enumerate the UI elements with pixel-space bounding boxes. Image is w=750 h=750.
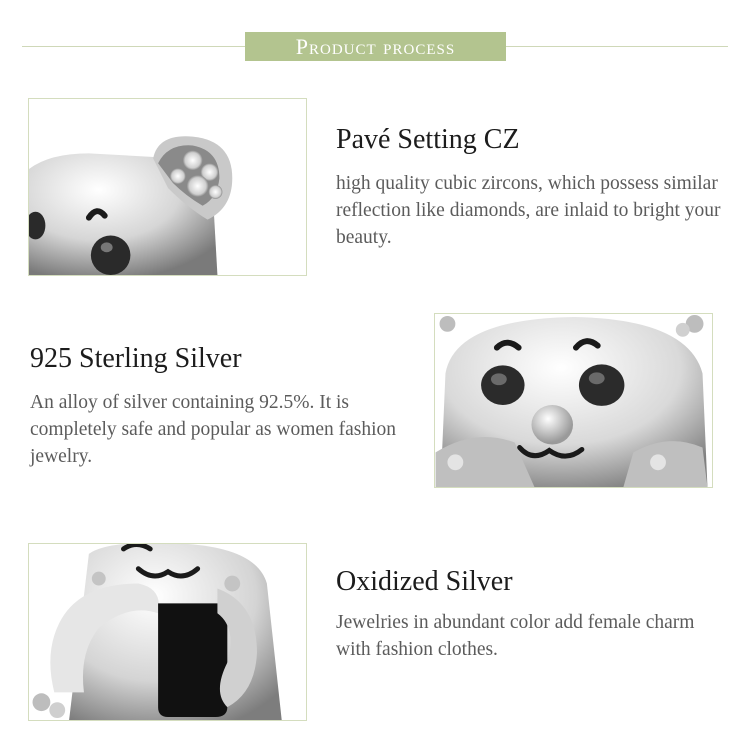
feature-2-photo [434,313,713,488]
feature-2-title: 925 Sterling Silver [30,343,242,374]
feature-2-description: An alloy of silver containing 92.5%. It is completely safe and popular as women fashion jewelry. [30,392,397,467]
bear-charm-body-closeup-icon [29,544,306,720]
feature-3-description: Jewelries in abundant color add female charm with fashion clothes. [336,612,695,660]
header-divider-right [506,46,728,47]
feature-1-description: high quality cubic zircons, which possess similar reflection like diamonds, are inlaid to bright your beauty. [336,173,721,248]
bear-charm-ear-closeup-icon [29,99,306,275]
feature-3-photo [28,543,307,721]
feature-1-title: Pavé Setting CZ [336,124,520,155]
header-banner [245,32,506,61]
header-divider-left [22,46,245,47]
bear-charm-face-closeup-icon [435,314,712,487]
header-title: Product process [295,33,456,59]
feature-1-photo [28,98,307,276]
feature-3-title: Oxidized Silver [336,566,513,597]
